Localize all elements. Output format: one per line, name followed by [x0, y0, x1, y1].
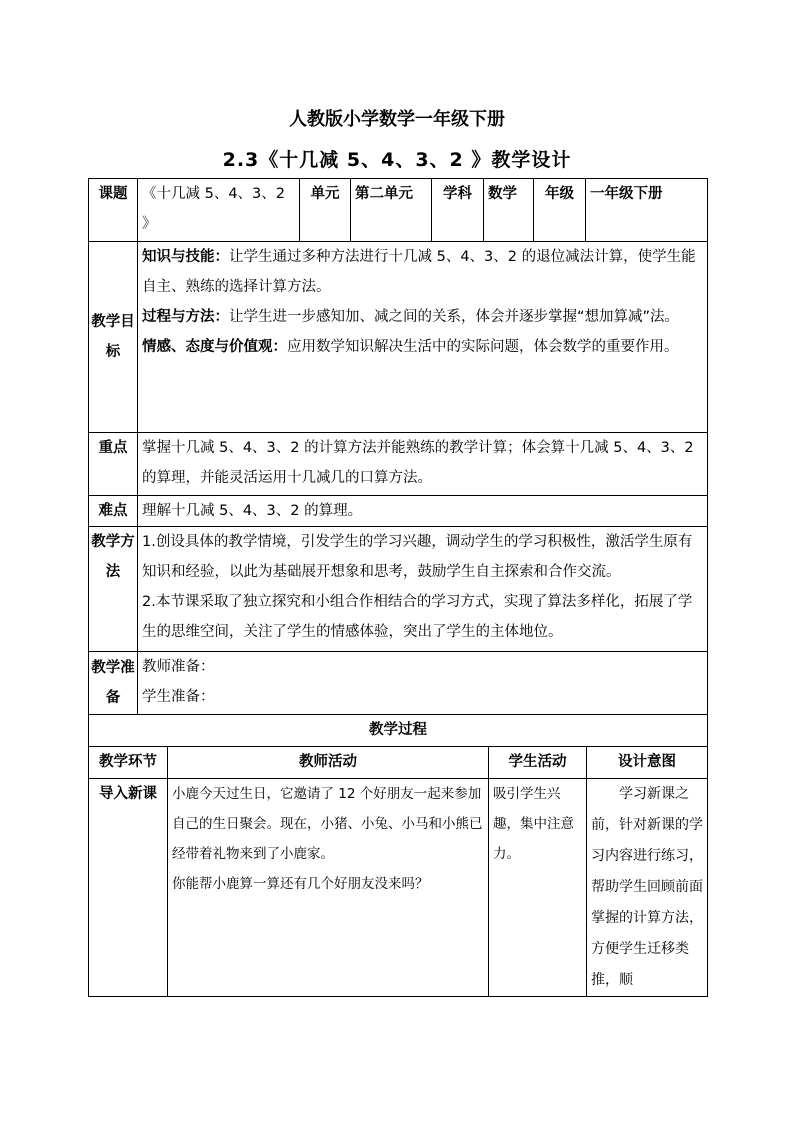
method-item: 1.创设具体的教学情境，引发学生的学习兴趣，调动学生的学习积极性，激活学生原有知识和经验，以此为基础展开想象和思考，鼓励学生自主探索和合作交流。 — [142, 534, 693, 580]
topic-value: 《十几减 5、4、3、2 》 — [138, 179, 300, 242]
methods-content — [138, 527, 708, 652]
difficulty-label: 难点 — [89, 496, 138, 527]
key-point-text: 掌握十几减 5、4、3、2 的计算方法并能熟练的教学计算；体会算十几减 5、4、3、2 的算理，并能灵活运用十几减几的口算方法。 — [138, 433, 708, 496]
teacher-preparation: 教师准备： — [142, 659, 215, 675]
objective-process — [142, 302, 703, 332]
objectives-row — [89, 242, 708, 433]
table-row — [89, 779, 708, 997]
methods-label: 教学方法 — [89, 527, 138, 652]
info-row — [89, 179, 708, 242]
grade-value: 一年级下册 — [586, 179, 708, 242]
objectives-content — [138, 242, 708, 433]
student-preparation: 学生准备： — [142, 689, 215, 705]
objective-text: 让学生通过多种方法进行十几减 5、4、3、2 的退位减法计算，使学生能自主、熟练的选择计算方法。 — [142, 249, 696, 295]
topic-label: 课题 — [89, 179, 138, 242]
difficulty-row — [89, 496, 708, 527]
teacher-activity-cell — [168, 779, 489, 997]
objective-head: 情感、态度与价值观： — [142, 339, 287, 355]
method-item: 2.本节课采取了独立探究和小组合作相结合的学习方式，实现了算法多样化，拓展了学生的思维空间，关注了学生的情感体验，突出了学生的主体地位。 — [142, 594, 693, 640]
document-title: 人教版小学数学一年级下册 — [289, 109, 505, 130]
process-header-row — [89, 747, 708, 779]
student-activity-cell: 吸引学生兴趣，集中注意力。 — [489, 779, 587, 997]
difficulty-text: 理解十几减 5、4、3、2 的算理。 — [138, 496, 708, 527]
process-title: 教学过程 — [89, 715, 708, 747]
objective-emotion — [142, 332, 703, 362]
column-header: 教学环节 — [89, 747, 168, 779]
design-intent-cell: 学习新课之前，针对新课的学习内容进行练习，帮助学生回顾前面掌握的计算方法，方便学生迁移类推，顺 — [587, 779, 708, 997]
methods-row — [89, 527, 708, 652]
objective-head: 知识与技能： — [142, 249, 229, 265]
subject-label: 学科 — [432, 179, 484, 242]
unit-value: 第二单元 — [351, 179, 432, 242]
objective-text: 应用数学知识解决生活中的实际问题，体会数学的重要作用。 — [287, 339, 679, 355]
subject-value: 数学 — [484, 179, 534, 242]
teacher-activity-paragraph: 小鹿今天过生日，它邀请了 12 个好朋友一起来参加自己的生日聚会。现在，小猪、小兔、小马和小熊已经带着礼物来到了小鹿家。 — [172, 786, 483, 862]
unit-label: 单元 — [300, 179, 351, 242]
grade-label: 年级 — [534, 179, 586, 242]
key-point-label: 重点 — [89, 433, 138, 496]
column-header: 设计意图 — [587, 747, 708, 779]
preparation-row — [89, 652, 708, 715]
objective-text: 让学生进一步感知加、减之间的关系，体会并逐步掌握“想加算减”法。 — [229, 309, 680, 325]
process-title-row — [89, 715, 708, 747]
key-point-row — [89, 433, 708, 496]
column-header: 学生活动 — [489, 747, 587, 779]
preparation-label: 教学准备 — [89, 652, 138, 715]
stage-cell: 导入新课 — [89, 779, 168, 997]
lesson-info-table — [88, 178, 708, 715]
objective-head: 过程与方法： — [142, 309, 229, 325]
document-subtitle: 2.3《十几减 5、4、3、2 》教学设计 — [222, 149, 572, 171]
objectives-label: 教学目标 — [89, 242, 138, 433]
teaching-process-table — [88, 714, 708, 997]
teacher-activity-paragraph: 你能帮小鹿算一算还有几个好朋友没来吗？ — [172, 876, 429, 892]
column-header: 教师活动 — [168, 747, 489, 779]
preparation-content — [138, 652, 708, 715]
objective-knowledge — [142, 242, 703, 302]
